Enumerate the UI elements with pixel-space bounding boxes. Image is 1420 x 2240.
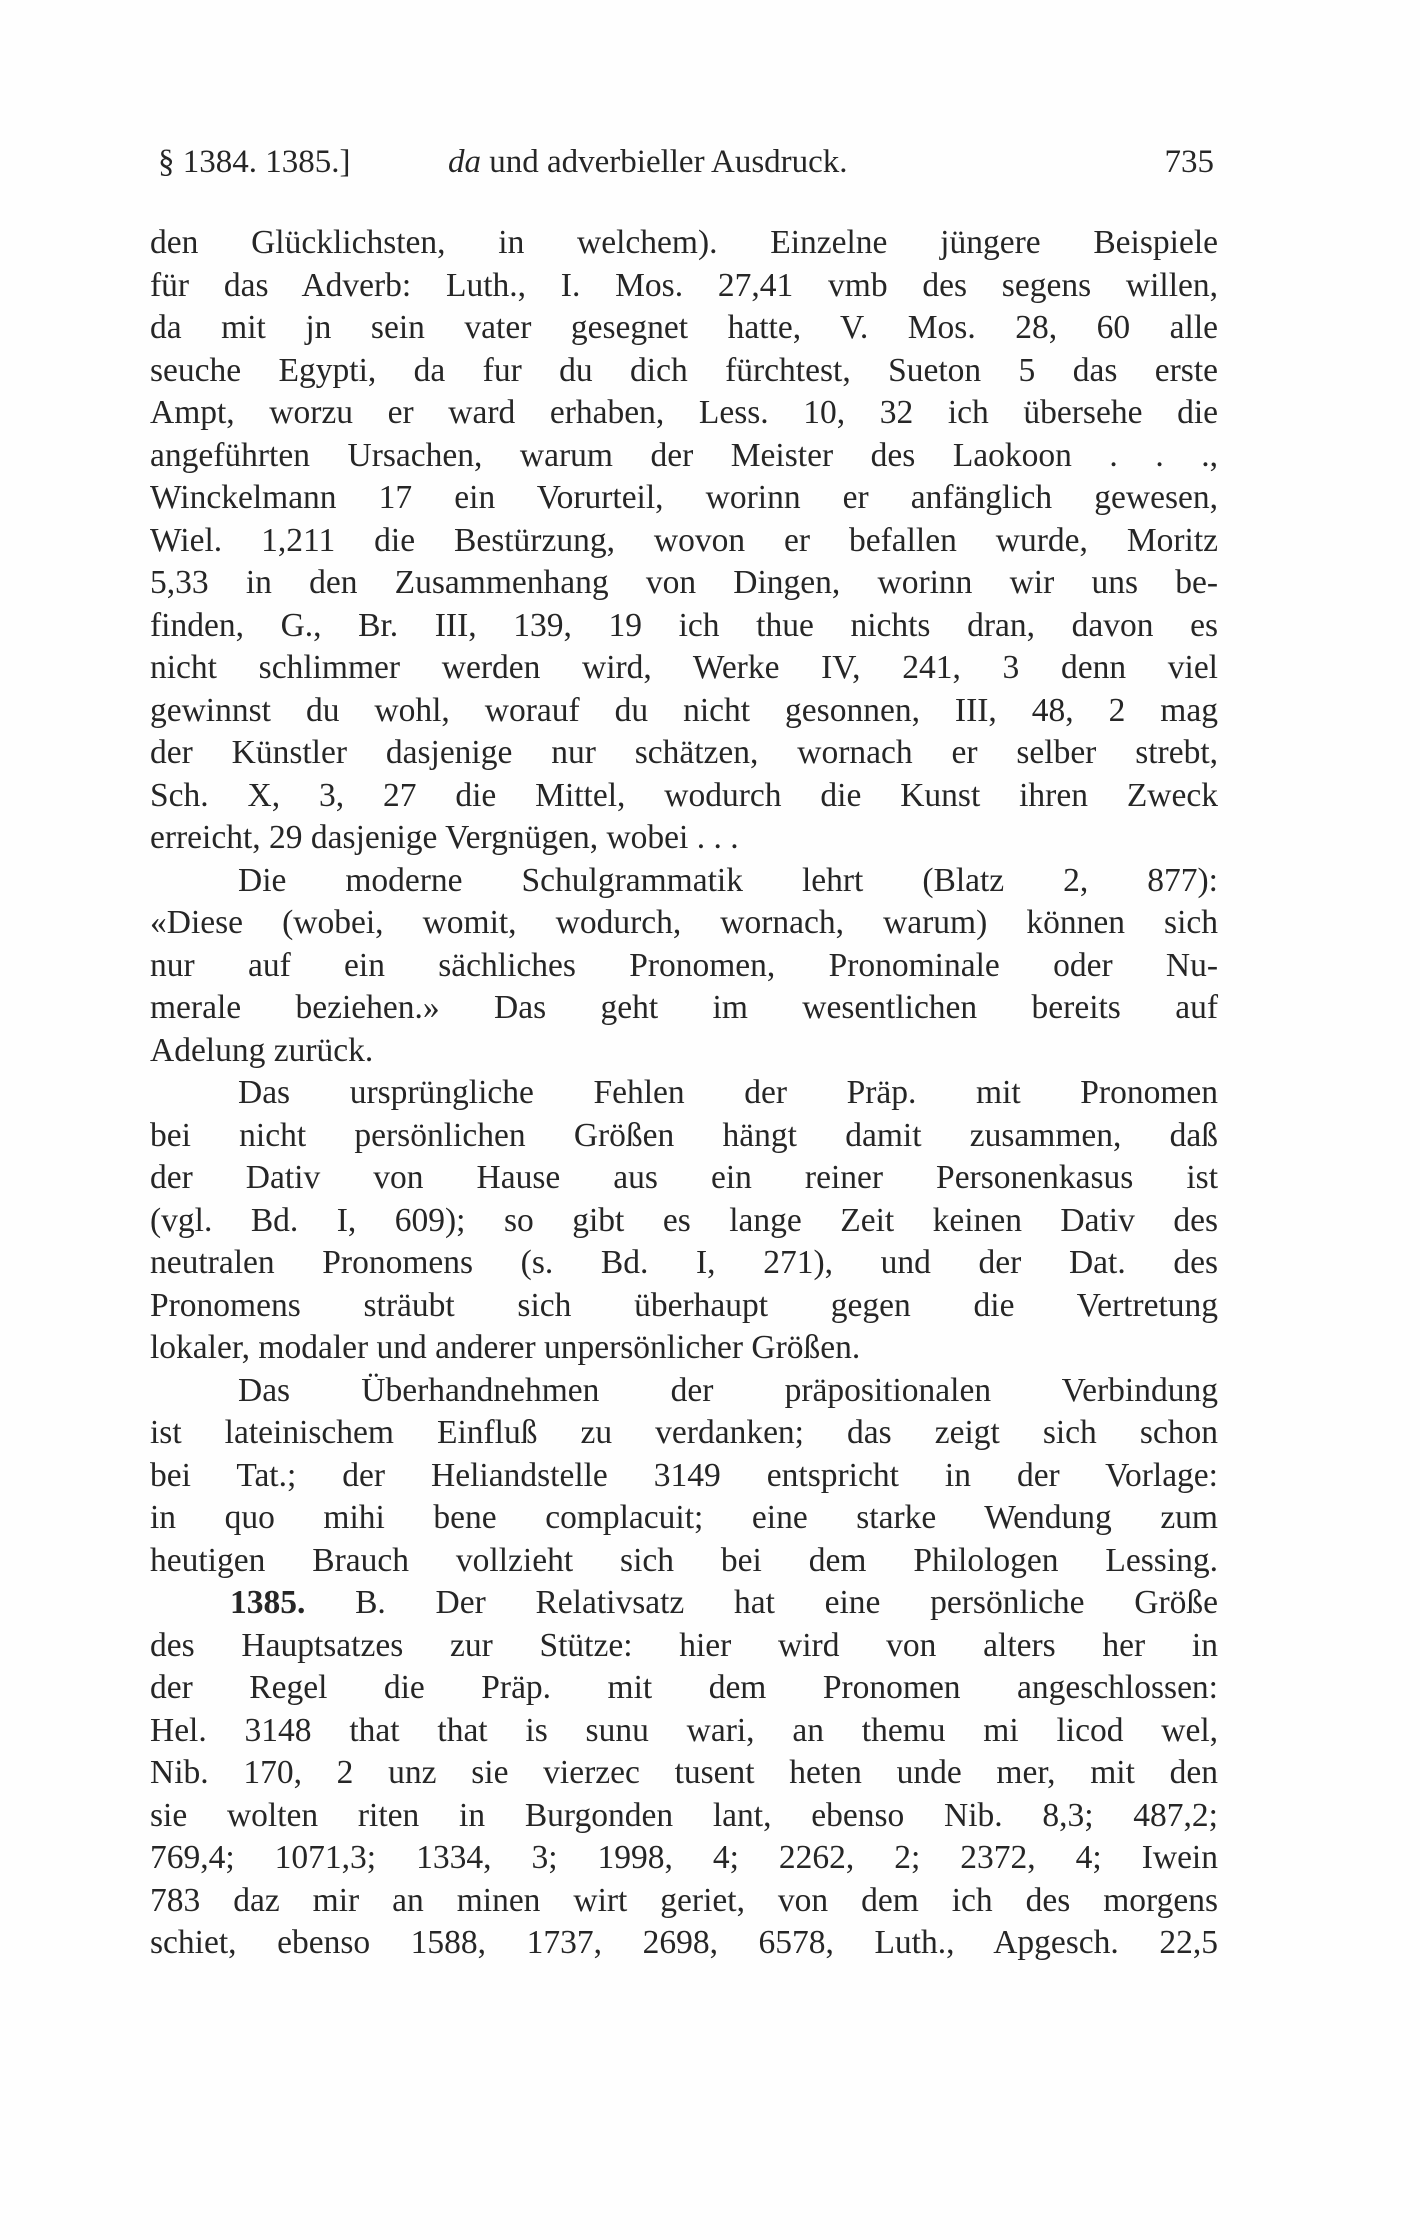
text-line: bei Tat.; der Heliandstelle 3149 entspricht in der Vorlage: — [150, 1456, 1218, 1494]
text-line: «Diese (wobei, womit, wodurch, wornach, warum) können sich — [150, 904, 1218, 941]
running-title-rest: und adverbieller Ausdruck. — [481, 144, 848, 180]
text-line: den Glücklichsten, in welchem). Einzelne jüngere Beispiele — [150, 224, 1218, 261]
text-line: für das Adverb: Luth., I. Mos. 27,41 vmb des segens willen, — [150, 266, 1218, 304]
text-line: Hel. 3148 that that is sunu wari, an themu mi licod wel, — [150, 1711, 1218, 1749]
text-line: seuche Egypti, da fur du dich fürchtest, Sueton 5 das erste — [150, 351, 1218, 389]
text-line: ist lateinischem Einfluß zu verdanken; das zeigt sich schon — [150, 1414, 1218, 1451]
running-title — [448, 142, 848, 182]
text-line: 783 daz mir an minen wirt geriet, von dem ich des morgens — [150, 1881, 1218, 1919]
paragraph-start-line: Das Überhandnehmen der präpositionalen Verbindung — [238, 1371, 1218, 1409]
running-title-italic: da — [448, 144, 481, 180]
text-line: des Hauptsatzes zur Stütze: hier wird von alters her in — [150, 1626, 1218, 1664]
text-line: angeführten Ursachen, warum der Meister des Laokoon . . ., — [150, 436, 1218, 474]
text-line: 769,4; 1071,3; 1334, 3; 1998, 4; 2262, 2; 2372, 4; Iwein — [150, 1839, 1218, 1876]
text-line: neutralen Pronomens (s. Bd. I, 271), und der Dat. des — [150, 1244, 1218, 1281]
text-line: finden, G., Br. III, 139, 19 ich thue nichts dran, davon es — [150, 606, 1218, 644]
paragraph-start-line: Die moderne Schulgrammatik lehrt (Blatz 2, 877): — [238, 861, 1218, 899]
text-line: der Dativ von Hause aus ein reiner Personenkasus ist — [150, 1159, 1218, 1196]
body-text — [150, 222, 1218, 1965]
text-line: Ampt, worzu er ward erhaben, Less. 10, 32 ich übersehe die — [150, 394, 1218, 431]
paragraph-start-line: Das ursprüngliche Fehlen der Präp. mit Pronomen — [238, 1074, 1218, 1111]
text-line: erreicht, 29 dasjenige Vergnügen, wobei . . . — [150, 819, 739, 856]
text-line: bei nicht persönlichen Größen hängt damit zusammen, daß — [150, 1116, 1218, 1154]
text-line: heutigen Brauch vollzieht sich bei dem Philologen Lessing. — [150, 1541, 1218, 1579]
text-line: Adelung zurück. — [150, 1031, 374, 1069]
text-line: sie wolten riten in Burgonden lant, ebenso Nib. 8,3; 487,2; — [150, 1796, 1218, 1834]
text-line: Winckelmann 17 ein Vorurteil, worinn er anfänglich gewesen, — [150, 479, 1218, 516]
text-line: schiet, ebenso 1588, 1737, 2698, 6578, Luth., Apgesch. 22,5 — [150, 1924, 1218, 1961]
text-line: (vgl. Bd. I, 609); so gibt es lange Zeit keinen Dativ des — [150, 1201, 1218, 1239]
text-line: da mit jn sein vater gesegnet hatte, V. Mos. 28, 60 alle — [150, 309, 1218, 346]
text-line: gewinnst du wohl, worauf du nicht gesonnen, III, 48, 2 mag — [150, 691, 1218, 729]
text-line: Pronomens sträubt sich überhaupt gegen die Vertretung — [150, 1286, 1218, 1324]
text-line: der Künstler dasjenige nur schätzen, wornach er selber strebt, — [150, 734, 1218, 771]
running-header — [158, 142, 1214, 182]
page-number: 735 — [1164, 144, 1214, 180]
section-reference: § 1384. 1385.] — [158, 144, 351, 180]
text-line: Wiel. 1,211 die Bestürzung, wovon er befallen wurde, Moritz — [150, 521, 1218, 559]
text-line: merale beziehen.» Das geht im wesentlichen bereits auf — [150, 989, 1218, 1026]
text-line: in quo mihi bene complacuit; eine starke Wendung zum — [150, 1499, 1218, 1536]
section-start-line: 1385. B. Der Relativsatz hat eine persönliche Größe — [230, 1584, 1218, 1621]
text-line: lokaler, modaler und anderer unpersönlicher Größen. — [150, 1329, 861, 1366]
text-line: Nib. 170, 2 unz sie vierzec tusent heten unde mer, mit den — [150, 1754, 1218, 1791]
text-line: der Regel die Präp. mit dem Pronomen angeschlossen: — [150, 1669, 1218, 1706]
text-line: nur auf ein sächliches Pronomen, Pronominale oder Nu- — [150, 946, 1218, 984]
section-number: 1385. — [230, 1584, 306, 1621]
text-line: nicht schlimmer werden wird, Werke IV, 241, 3 denn viel — [150, 649, 1218, 686]
text-line: 5,33 in den Zusammenhang von Dingen, worinn wir uns be- — [150, 564, 1218, 601]
text-line: Sch. X, 3, 27 die Mittel, wodurch die Kunst ihren Zweck — [150, 776, 1218, 814]
